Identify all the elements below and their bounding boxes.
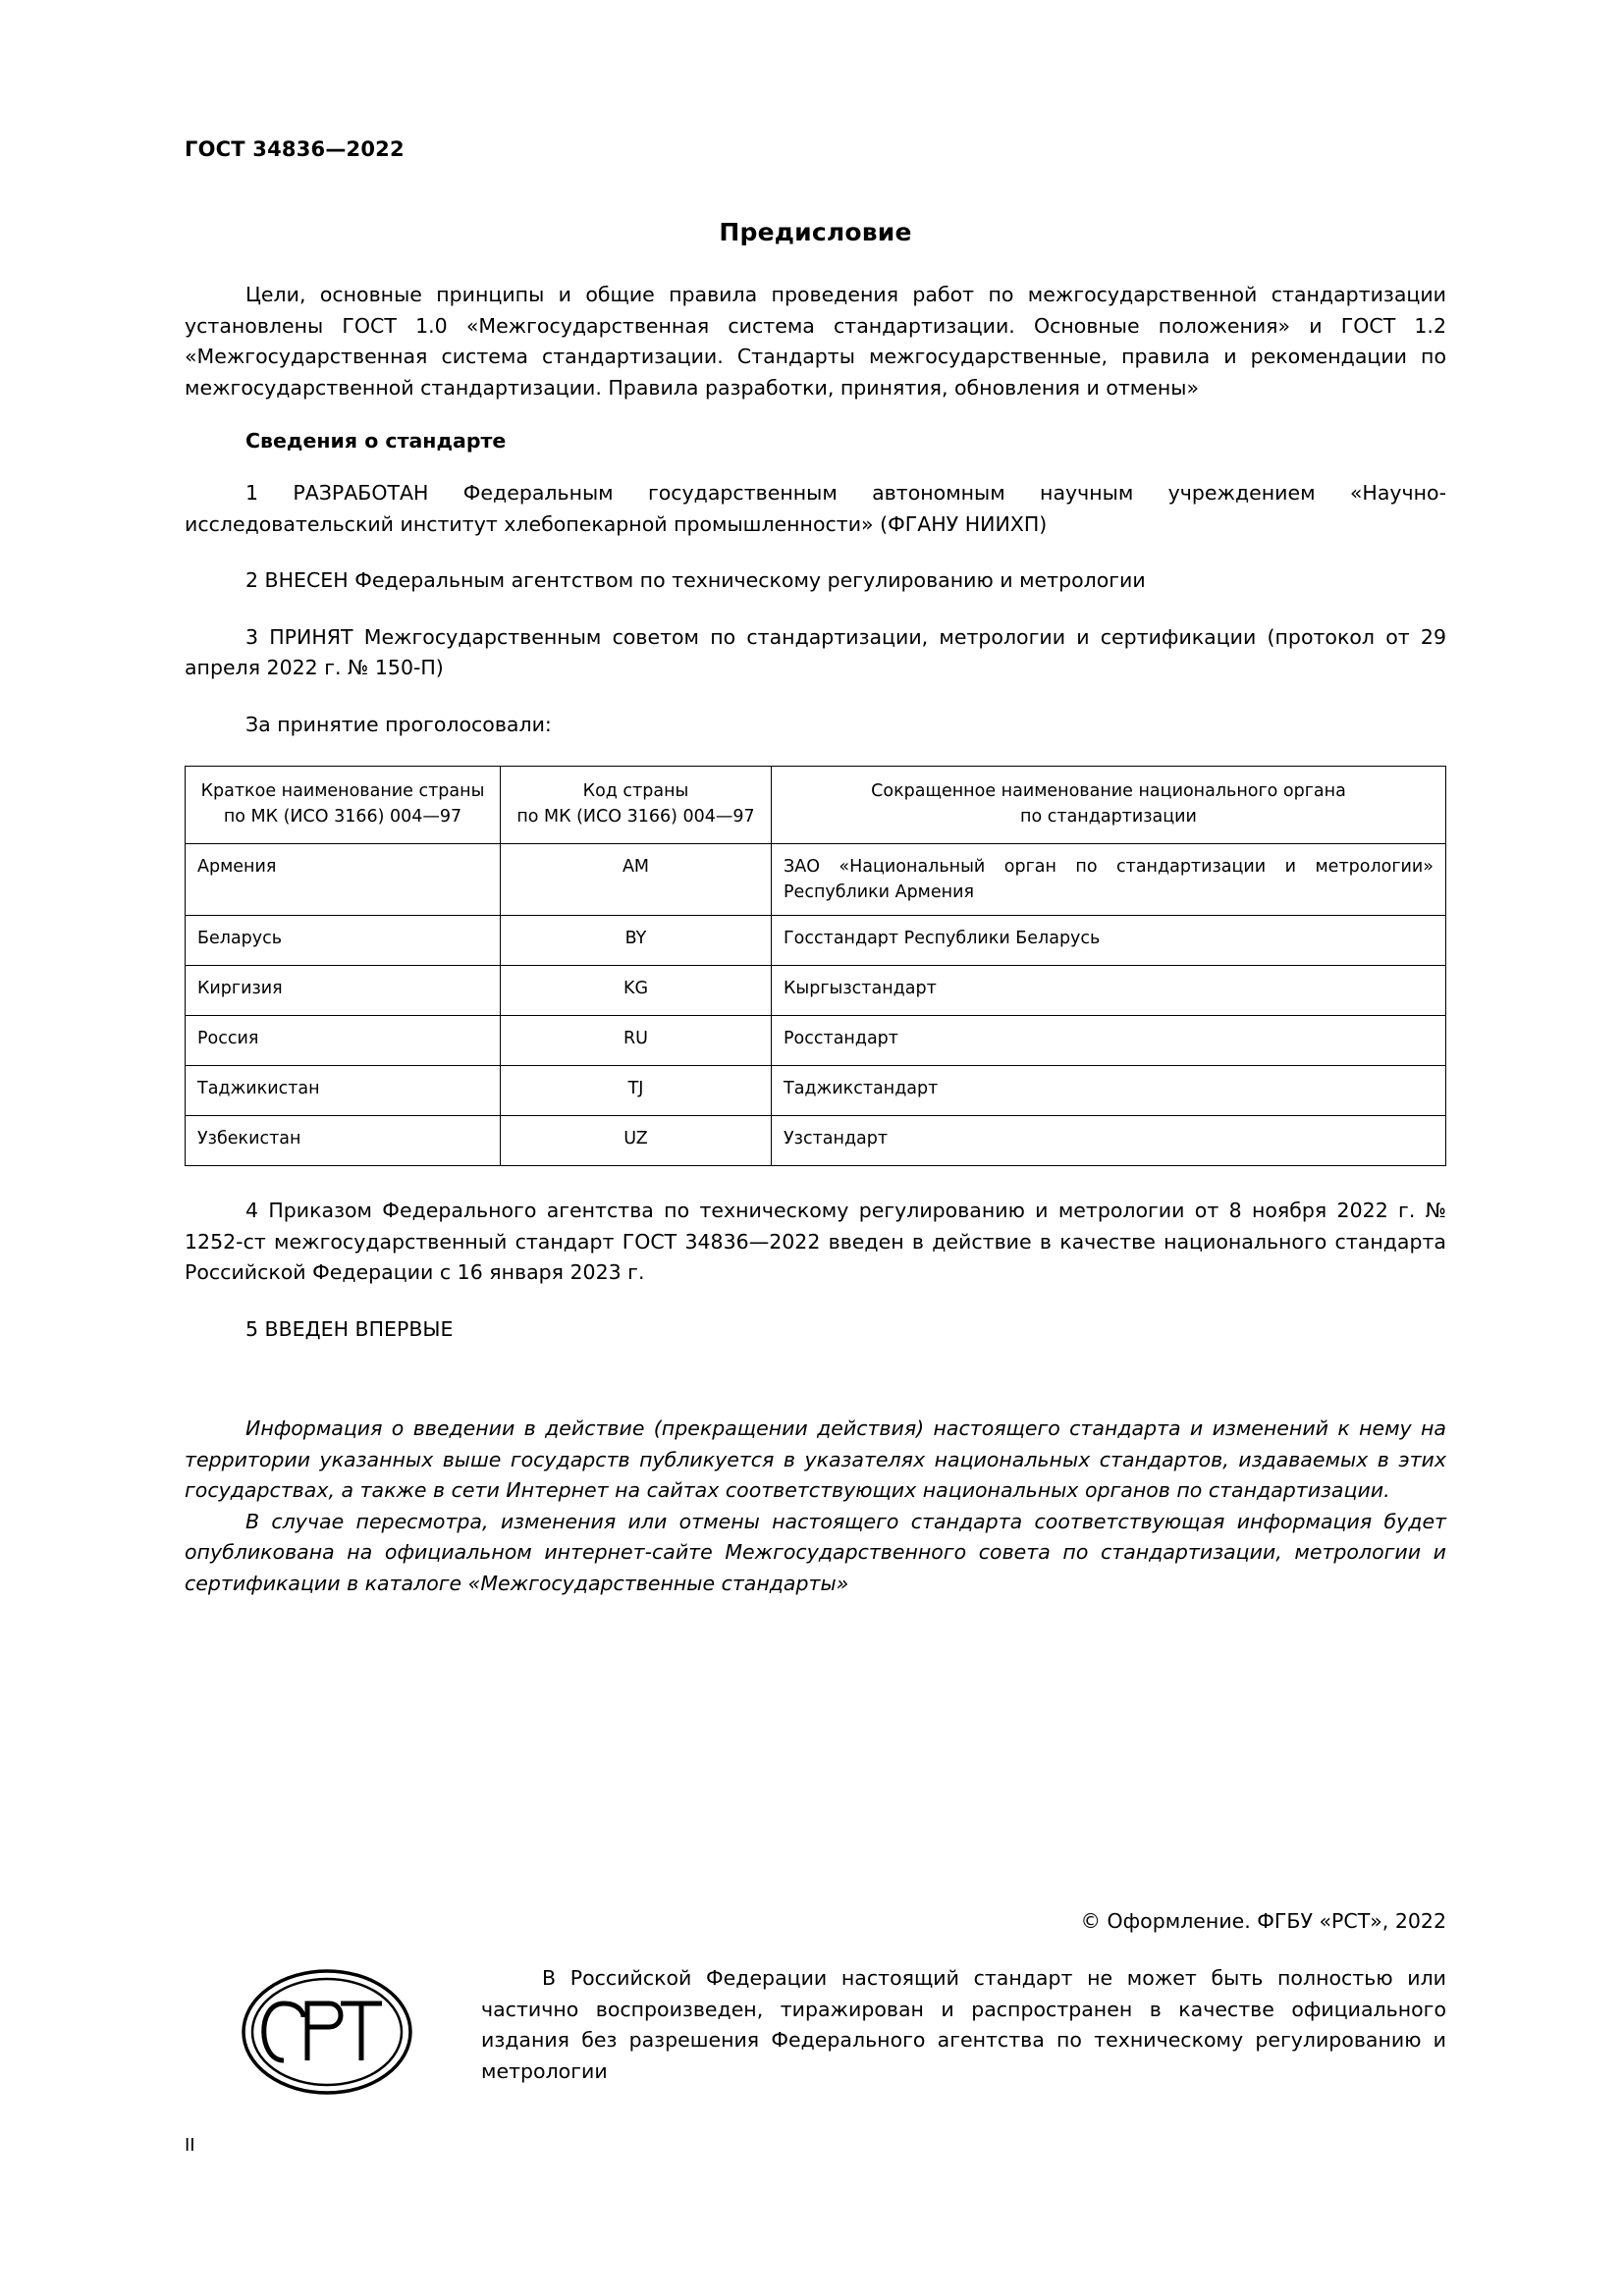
cell-country: Киргизия xyxy=(186,966,501,1016)
table-header-authority: Сокращенное наименование национального органа по стандартизации xyxy=(772,767,1446,844)
copyright-block xyxy=(185,1909,1446,1933)
reproduction-notice: В Российской Федерации настоящий стандарт не может быть полностью или частично воспроизведен, тиражирован и распространен в качестве официального издания без разрешения Федерального агентства по техническому регулированию и метрологии xyxy=(481,1966,1446,2083)
notice-paragraph-2: В случае пересмотра, изменения или отмены настоящего стандарта соответствующая информация будет опубликована на официальном интернет-сайте Межгосударственного совета по стандартизации, метрологии и сертификации в каталоге «Межгосударственные стандарты» xyxy=(185,1509,1446,1595)
standard-code-header: ГОСТ 34836—2022 xyxy=(185,137,405,161)
clause-4: 4 Приказом Федерального агентства по техническому регулированию и метрологии от 8 ноября 2022 г. № 1252-ст межгосударственный стандарт ГОСТ 34836—2022 введен в действие в качестве национального стандарта Российской Федерации с 16 января 2023 г. xyxy=(185,1199,1446,1284)
voting-countries-table xyxy=(185,766,1446,1166)
cell-code: UZ xyxy=(501,1116,772,1166)
table-header-country: Краткое наименование страны по МК (ИСО 3166) 004—97 xyxy=(186,767,501,844)
table-head xyxy=(186,767,1446,844)
cell-authority: Росстандарт xyxy=(772,1016,1446,1066)
cell-country: Узбекистан xyxy=(186,1116,501,1166)
clause-3: 3 ПРИНЯТ Межгосударственным советом по стандартизации, метрологии и сертификации (протокол от 29 апреля 2022 г. № 150-П) xyxy=(185,624,1446,679)
table-header-code: Код страны по МК (ИСО 3166) 004—97 xyxy=(501,767,772,844)
cell-country: Таджикистан xyxy=(186,1066,501,1116)
copyright-line: © Оформление. ФГБУ «РСТ», 2022 xyxy=(1080,1909,1446,1933)
cell-code: BY xyxy=(501,916,772,966)
cell-code: RU xyxy=(501,1016,772,1066)
cell-country: Армения xyxy=(186,844,501,916)
notice-paragraph-1: Информация о введении в действие (прекращении действия) настоящего стандарта и изменений к нему на территории указанных выше государств публикуется в указателях национальных стандартов, издаваемых в этих государствах, а также в сети Интернет на сайтах соответствующих национальных органов по стандартизации. xyxy=(185,1416,1446,1502)
cell-country: Беларусь xyxy=(186,916,501,966)
table-row xyxy=(186,916,1446,966)
cell-code: KG xyxy=(501,966,772,1016)
clause-5: 5 ВВЕДЕН ВПЕРВЫЕ xyxy=(245,1316,454,1341)
table-body xyxy=(186,844,1446,1166)
cell-code: TJ xyxy=(501,1066,772,1116)
clause-2: 2 ВНЕСЕН Федеральным агентством по техническому регулированию и метрологии xyxy=(245,568,1146,592)
table-header-row xyxy=(186,767,1446,844)
cell-authority: Госстандарт Республики Беларусь xyxy=(772,916,1446,966)
section-heading: Сведения о стандарте xyxy=(245,429,507,453)
table-row xyxy=(186,966,1446,1016)
notice-block xyxy=(185,1414,1446,1599)
cell-authority: ЗАО «Национальный орган по стандартизации и метрологии» Республики Армения xyxy=(772,844,1446,916)
spacer xyxy=(185,1370,1446,1414)
table-row xyxy=(186,844,1446,916)
table-row xyxy=(186,1116,1446,1166)
clause-1: 1 РАЗРАБОТАН Федеральным государственным автономным научным учреждением «Научно-исследовательский институт хлебопекарной промышленности» (ФГАНУ НИИХП) xyxy=(185,481,1446,536)
page-title: Предисловие xyxy=(719,218,912,246)
cell-authority: Узстандарт xyxy=(772,1116,1446,1166)
cell-authority: Таджикстандарт xyxy=(772,1066,1446,1116)
table-row xyxy=(186,1016,1446,1066)
cell-authority: Кыргызстандарт xyxy=(772,966,1446,1016)
table-row xyxy=(186,1066,1446,1116)
page-content xyxy=(185,137,1446,1599)
rst-emblem-icon xyxy=(239,1958,415,2106)
intro-paragraph: Цели, основные принципы и общие правила проведения работ по межгосударственной стандартизации установлены ГОСТ 1.0 «Межгосударственная система стандартизации. Основные положения» и ГОСТ 1.2 «Межгосударственная система стандартизации. Стандарты межгосударственные, правила и рекомендации по межгосударственной стандартизации. Правила разработки, принятия, обновления и отмены» xyxy=(185,283,1446,400)
cell-country: Россия xyxy=(186,1016,501,1066)
vote-lead-in: За принятие проголосовали: xyxy=(245,712,552,736)
page-number: II xyxy=(185,2135,195,2156)
cell-code: AM xyxy=(501,844,772,916)
